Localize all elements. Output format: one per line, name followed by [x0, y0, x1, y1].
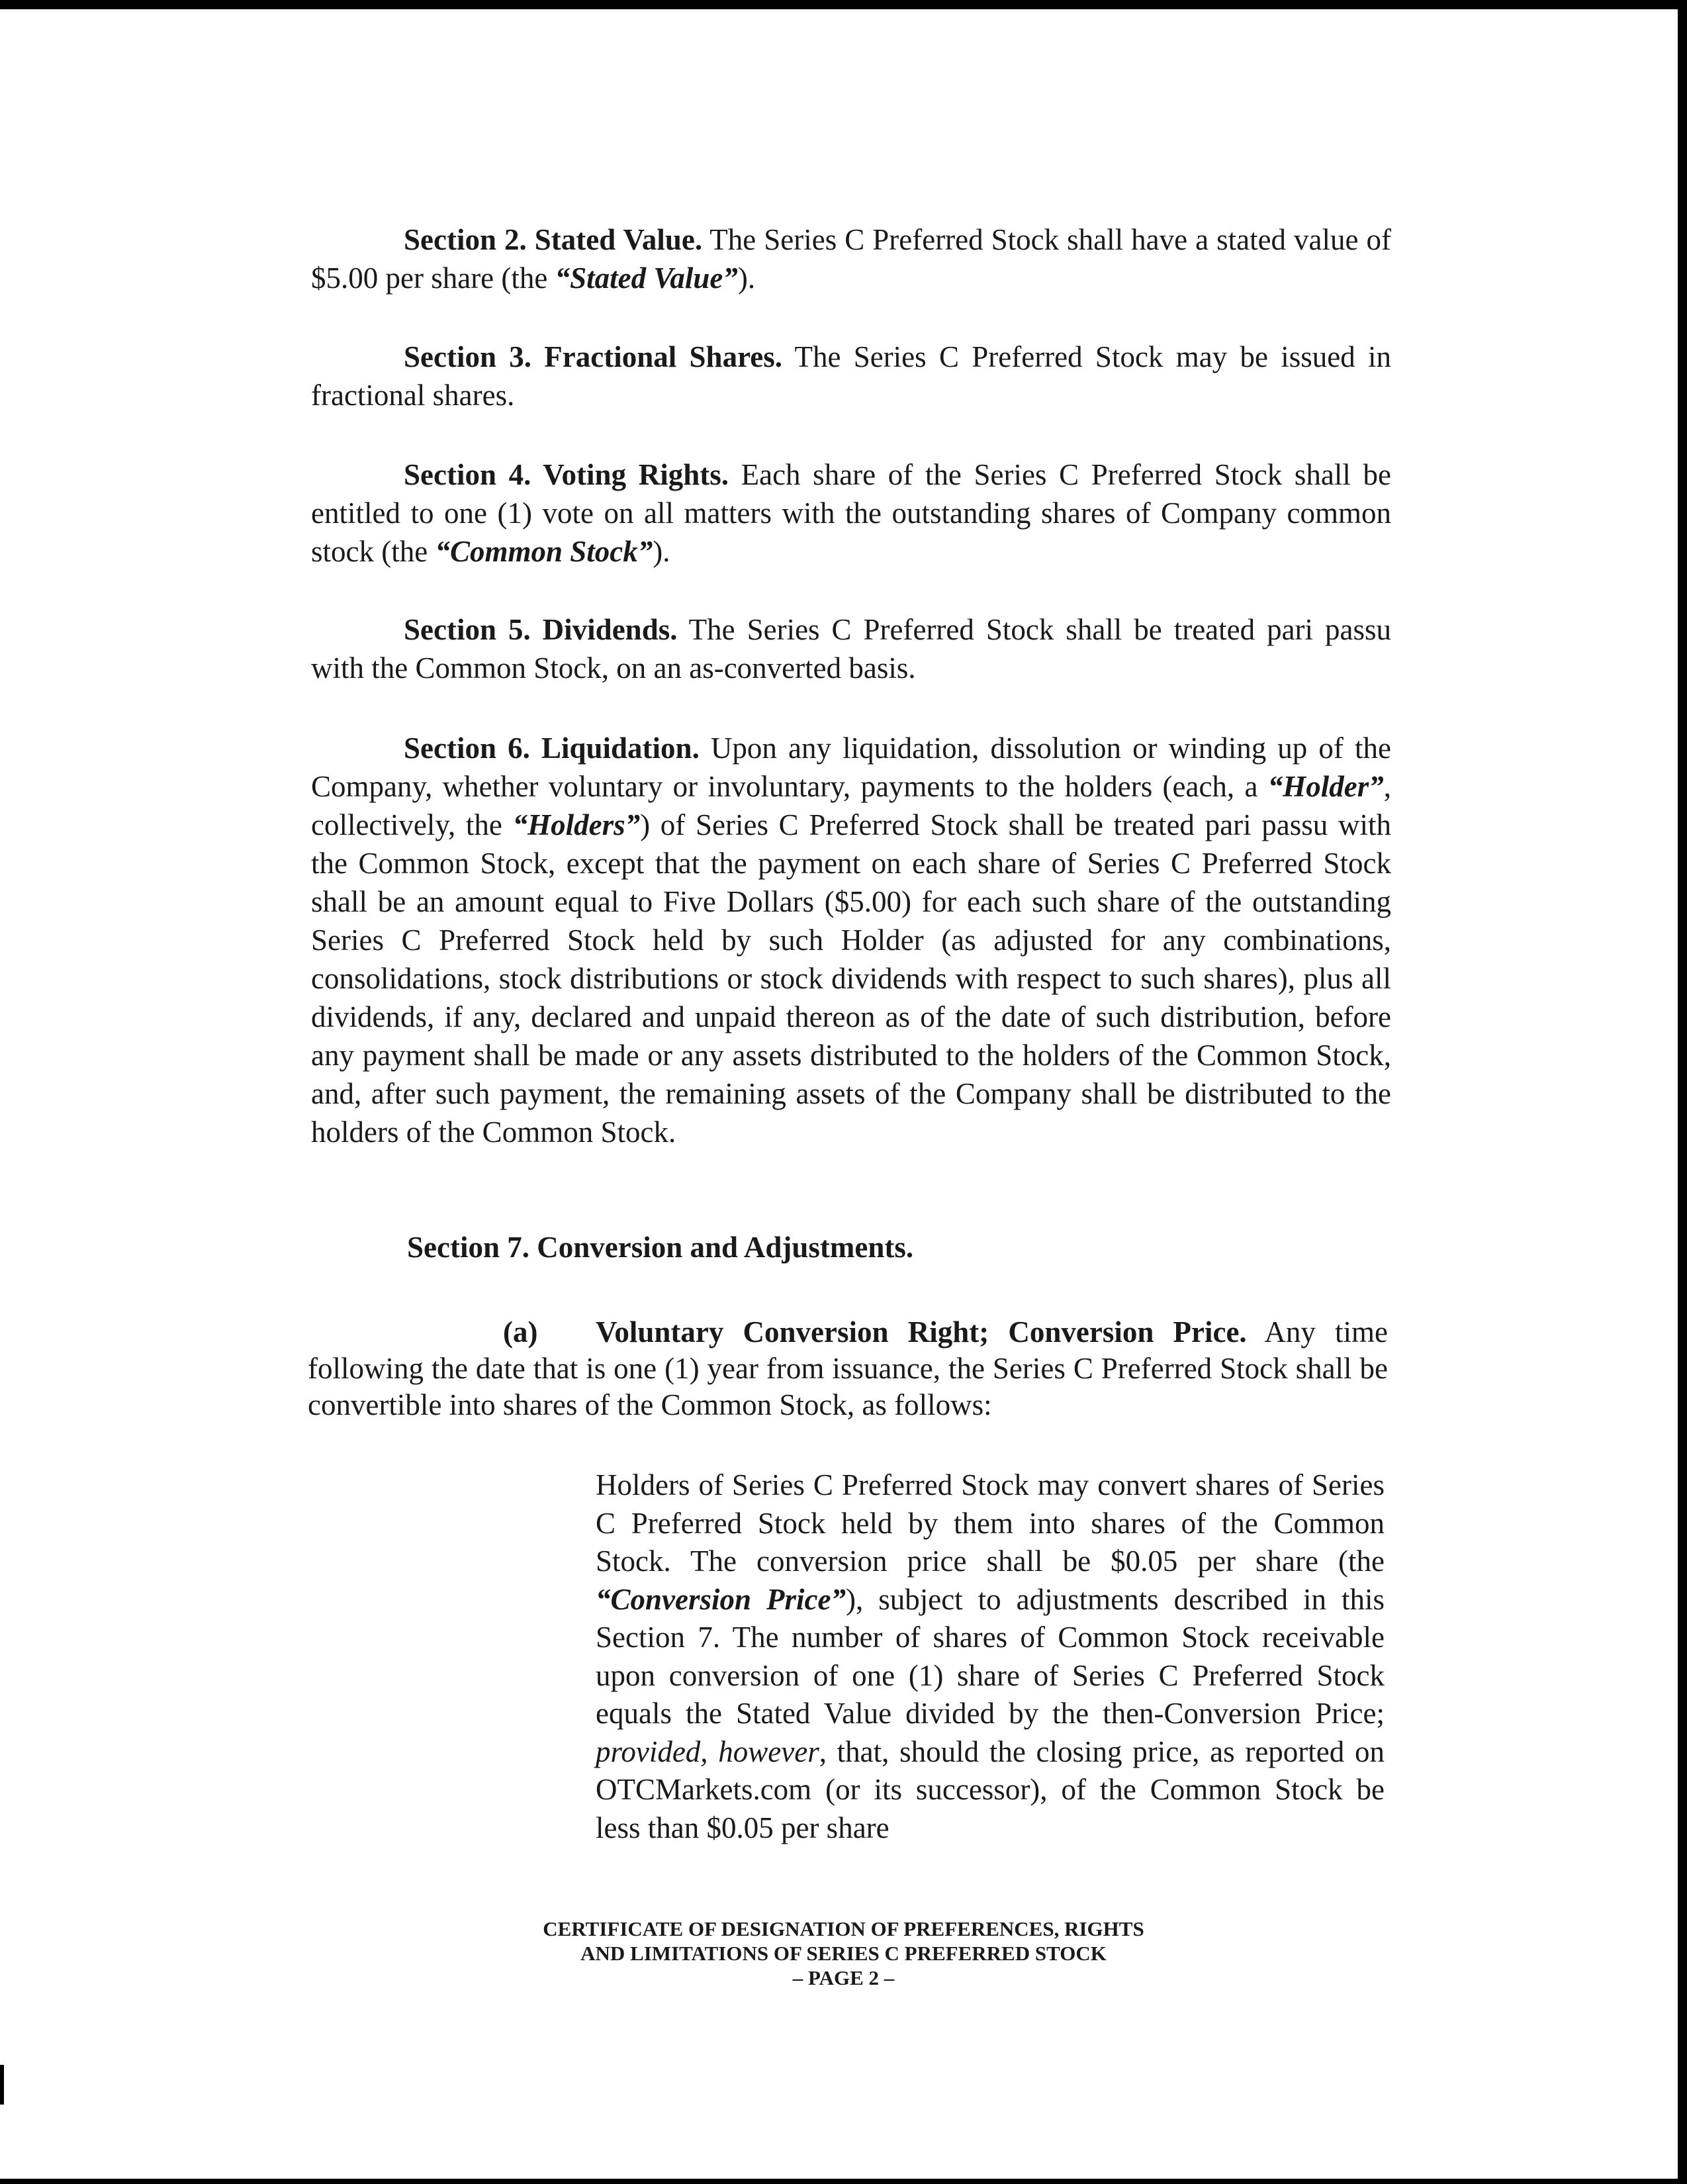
section-6-text-1: Upon any liquidation, dissolution or winding up of the Company, whether voluntary or involuntary, payments to the holders (each, a [311, 732, 1391, 803]
section-2-paragraph [311, 220, 1391, 297]
section-4-text-after: ). [653, 535, 670, 568]
block-text-3: , that, should the closing price, as reported on OTCMarkets.com (or its successor), of the Common Stock be less than $0.05 per share [596, 1734, 1385, 1844]
page-footer [0, 1917, 1687, 1990]
scan-edge-bottom [0, 2179, 1687, 2184]
section-4-heading: Section 4. Voting Rights. [404, 458, 729, 491]
provided-however-italic: provided, however [596, 1734, 819, 1768]
section-2-heading: Section 2. Stated Value. [404, 223, 703, 256]
section-7a-heading: Voluntary Conversion Right; Conversion Price. [596, 1315, 1247, 1349]
section-7a-marker: (a) [503, 1315, 538, 1349]
section-7-heading: Section 7. Conversion and Adjustments. [407, 1231, 914, 1264]
block-text-1: Holders of Series C Preferred Stock may convert shares of Series C Preferred Stock held by them into shares of the Common Stock. The conversion price shall be $0.05 per share (the [596, 1468, 1385, 1578]
section-2-text-before: The Series C Preferred Stock shall have a stated value of $5.00 per share (the [311, 223, 1391, 295]
holders-term: “Holders” [512, 808, 641, 841]
conversion-price-term: “Conversion Price” [596, 1582, 846, 1616]
stated-value-term: “Stated Value” [555, 261, 738, 295]
scan-edge-mark [0, 2065, 4, 2105]
section-3-text: The Series C Preferred Stock may be issued in fractional shares. [311, 340, 1391, 412]
conversion-block-quote [596, 1466, 1385, 1847]
section-3-heading: Section 3. Fractional Shares. [404, 340, 782, 373]
section-3-paragraph [311, 338, 1391, 414]
page-number: – PAGE 2 – [792, 1966, 895, 1989]
block-text-2: ), subject to adjustments described in this Section 7. The number of shares of Common Stock receivable upon conversion of one (1) share of Series C Preferred Stock equals the Stated Value divided by the then-Conversion Price; [596, 1582, 1385, 1730]
scan-edge-top [0, 0, 1687, 9]
section-6-heading: Section 6. Liquidation. [404, 732, 700, 765]
section-5-heading: Section 5. Dividends. [404, 613, 678, 646]
footer-line-1: CERTIFICATE OF DESIGNATION OF PREFERENCES, RIGHTS [543, 1917, 1144, 1940]
section-4-paragraph [311, 455, 1391, 571]
section-2-text-after: ). [737, 261, 756, 295]
section-6-text-2: , collectively, the [311, 770, 1391, 841]
scan-edge-right [1678, 0, 1687, 2184]
section-4-text-before: Each share of the Series C Preferred Stock shall be entitled to one (1) vote on all matters with the outstanding shares of Company common stock (the [311, 458, 1391, 568]
section-5-text: The Series C Preferred Stock shall be treated pari passu with the Common Stock, on an as-converted basis. [311, 613, 1392, 685]
section-7a-text: Any time following the date that is one (1) year from issuance, the Series C Preferred Stock shall be convertible into shares of the Common Stock, as follows: [308, 1315, 1388, 1421]
holder-term: “Holder” [1267, 770, 1384, 803]
footer-line-2: AND LIMITATIONS OF SERIES C PREFERRED STOCK [580, 1942, 1107, 1965]
section-5-paragraph [311, 610, 1391, 687]
common-stock-term: “Common Stock” [435, 535, 653, 568]
section-6-text-3: ) of Series C Preferred Stock shall be treated pari passu with the Common Stock, except that the payment on each share of Series C Preferred Stock shall be an amount equal to Five Dollars ($5.00) for each such share of the outstanding Series C Preferred Stock held by such Holder (as adjusted for any combinations, consolidations, stock distributions or stock dividends with respect to such shares), plus all dividends, if any, declared and unpaid thereon as of the date of such distribution, before any payment shall be made or any assets distributed to the holders of the Common Stock, and, after such payment, the remaining assets of the Company shall be distributed to the holders of the Common Stock. [311, 808, 1391, 1149]
section-7a-paragraph [308, 1314, 1388, 1423]
section-6-paragraph [311, 729, 1391, 1151]
